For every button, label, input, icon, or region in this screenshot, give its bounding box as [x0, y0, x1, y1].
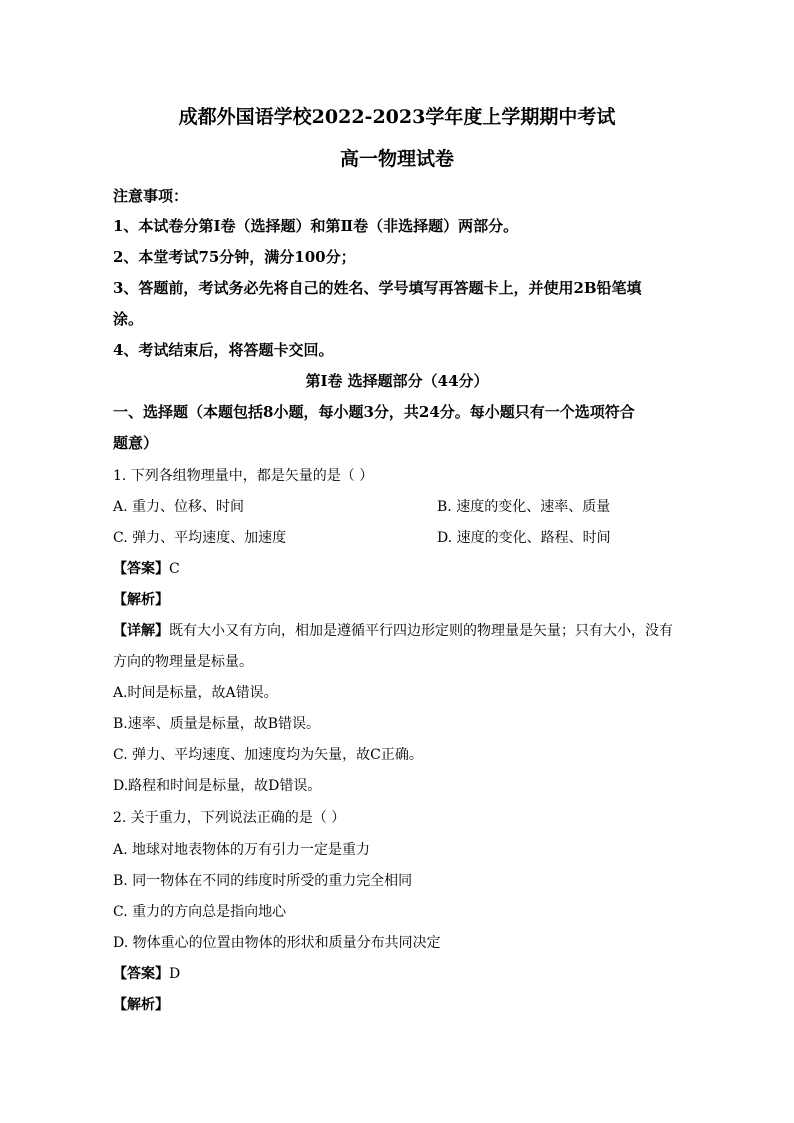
- question-1-explain-b: B.速率、质量是标量，故B错误。: [113, 716, 321, 732]
- section-title: 第Ⅰ卷 选择题部分（44分）: [305, 372, 489, 390]
- question-2-stem: 2. 关于重力，下列说法正确的是（ ）: [113, 810, 346, 826]
- question-2-analysis-tag: 【解析】: [113, 997, 169, 1013]
- question-2-option-d: D. 物体重心的位置由物体的形状和质量分布共同决定: [113, 935, 441, 951]
- notice-heading: 注意事项：: [113, 187, 189, 205]
- question-1-stem: 1. 下列各组物理量中，都是矢量的是（ ）: [113, 468, 374, 484]
- exam-subtitle: 高一物理试卷: [339, 148, 454, 170]
- answer-value: C: [169, 561, 180, 577]
- notice-item-1: 1、本试卷分第Ⅰ卷（选择题）和第Ⅱ卷（非选择题）两部分。: [113, 217, 519, 235]
- question-2-answer: [113, 967, 180, 981]
- notice-item-3: 3、答题前，考试务必先将自己的姓名、学号填写再答题卡上，并使用2B铅笔填: [113, 279, 642, 297]
- question-1-option-d: D. 速度的变化、路程、时间: [437, 530, 611, 546]
- question-1-detail-cont: 方向的物理量是标量。: [113, 654, 253, 670]
- question-2-option-c: C. 重力的方向总是指向地心: [113, 904, 287, 920]
- part-heading: 一、选择题（本题包括8小题，每小题3分，共24分。每小题只有一个选项符合: [113, 403, 635, 421]
- notice-item-4: 4、考试结束后，将答题卡交回。: [113, 341, 334, 359]
- question-1-option-c: C. 弹力、平均速度、加速度: [113, 530, 287, 546]
- question-1-analysis-tag: 【解析】: [113, 592, 169, 608]
- detail-text: 既有大小又有方向，相加是遵循平行四边形定则的物理量是矢量；只有大小，没有: [169, 623, 673, 639]
- question-2-option-a: A. 地球对地表物体的万有引力一定是重力: [113, 842, 371, 858]
- question-1-option-a: A. 重力、位移、时间: [113, 499, 245, 515]
- question-1-answer: [113, 562, 180, 576]
- question-1-detail: [113, 624, 673, 638]
- answer-tag: 【答案】: [113, 966, 169, 982]
- detail-tag: 【详解】: [113, 623, 169, 639]
- answer-value: D: [169, 966, 181, 982]
- question-1-explain-d: D.路程和时间是标量，故D错误。: [113, 778, 322, 794]
- part-heading-cont: 题意）: [113, 434, 159, 452]
- exam-title: 成都外国语学校2022-2023学年度上学期期中考试: [178, 106, 616, 128]
- answer-tag: 【答案】: [113, 561, 169, 577]
- question-1-explain-a: A.时间是标量，故A错误。: [113, 685, 278, 701]
- question-2-option-b: B. 同一物体在不同的纬度时所受的重力完全相同: [113, 873, 413, 889]
- question-1-option-b: B. 速度的变化、速率、质量: [437, 499, 611, 515]
- notice-item-3-cont: 涂。: [113, 310, 144, 328]
- question-1-explain-c: C. 弹力、平均速度、加速度均为矢量，故C正确。: [113, 747, 423, 763]
- notice-item-2: 2、本堂考试75分钟，满分100分；: [113, 248, 356, 266]
